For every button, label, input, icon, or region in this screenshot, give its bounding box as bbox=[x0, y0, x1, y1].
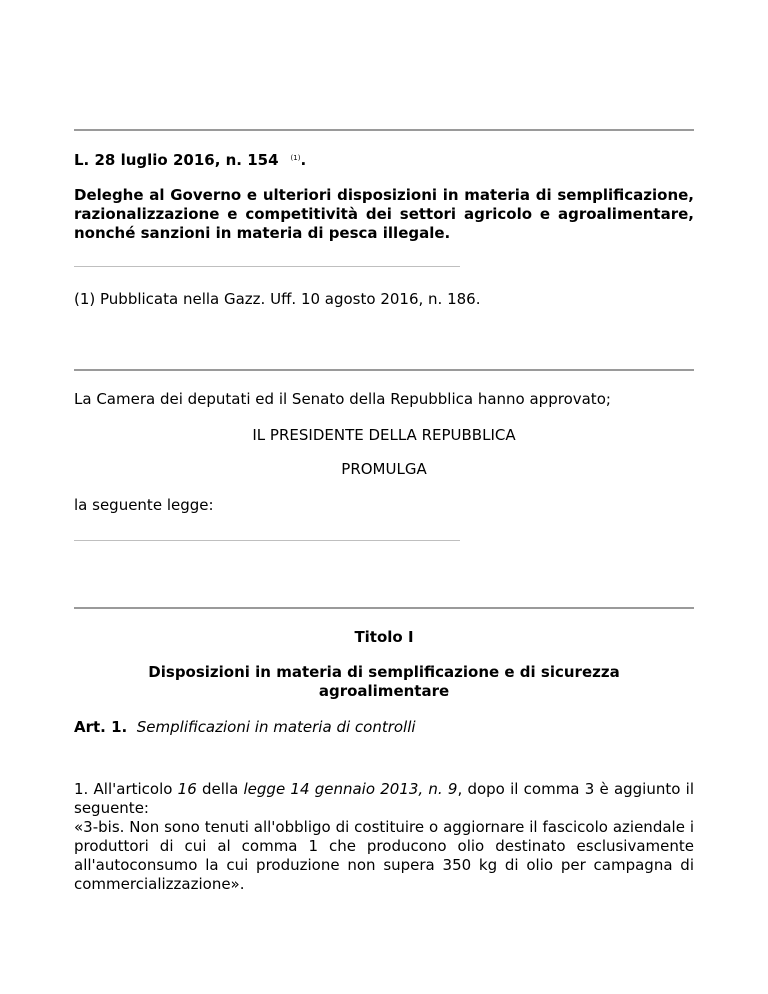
article-heading bbox=[74, 718, 694, 737]
approval-text: La Camera dei deputati ed il Senato della Repubblica hanno approvato; bbox=[74, 390, 611, 408]
article-title: Semplificazioni in materia di controlli bbox=[136, 718, 416, 736]
promulga-heading: PROMULGA bbox=[341, 460, 427, 478]
paragraph-1-intro: 1. All'articolo 16 della legge 14 gennaio 2013, n. 9, dopo il comma 3 è aggiunto il seguente: bbox=[74, 780, 694, 817]
preamble-end-divider bbox=[74, 540, 460, 541]
article-ref-link[interactable]: 16 bbox=[177, 780, 197, 798]
law-title: Deleghe al Governo e ulteriori disposizioni in materia di semplificazione, razionalizzazione e competitività dei settori agricolo e agroalimentare, nonché sanzioni in materia di pesca illegale. bbox=[74, 186, 694, 242]
law-reference-text: L. 28 luglio 2016, n. 154 bbox=[74, 151, 279, 169]
top-divider bbox=[74, 129, 694, 131]
titolo-label: Titolo I bbox=[354, 628, 414, 646]
footnote-marker[interactable]: (1) bbox=[290, 154, 301, 162]
footnote-divider bbox=[74, 266, 460, 267]
law-reference: L. 28 luglio 2016, n. 154 $^{(1)}$. bbox=[74, 151, 307, 169]
section-divider bbox=[74, 369, 694, 371]
president-heading: IL PRESIDENTE DELLA REPUBBLICA bbox=[252, 426, 516, 444]
law-intro-text: la seguente legge: bbox=[74, 496, 214, 514]
titolo-heading: Disposizioni in materia di semplificazione e di sicurezza agroalimentare bbox=[148, 663, 620, 700]
titolo-divider bbox=[74, 607, 694, 609]
footnote-text: (1) Pubblicata nella Gazz. Uff. 10 agosto 2016, n. 186. bbox=[74, 290, 481, 308]
law-ref-link[interactable]: legge 14 gennaio 2013, n. 9 bbox=[243, 780, 458, 798]
paragraph-1-quote: «3-bis. Non sono tenuti all'obbligo di costituire o aggiornare il fascicolo aziendale i produttori di cui al comma 1 che producono olio destinato esclusivamente all'autoconsumo la cui produzione non supera 350 kg di olio per campagna di commercializzazione». bbox=[74, 818, 694, 893]
article-number: Art. 1. bbox=[74, 718, 128, 736]
